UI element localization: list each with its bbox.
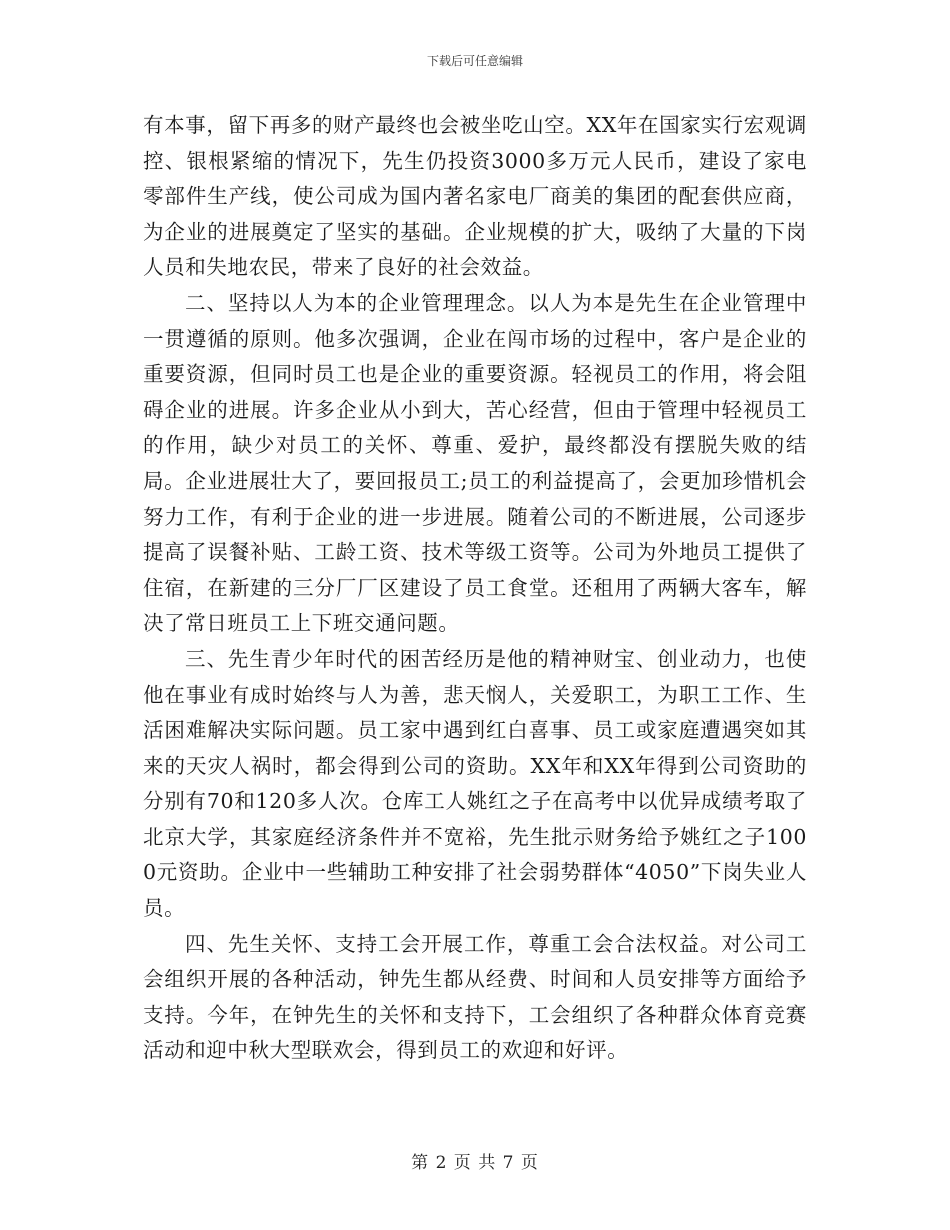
paragraph-union-support: 四、先生关怀、支持工会开展工作，尊重工会合法权益。对公司工会组织开展的各种活动，钟先生都从经费、时间和人员安排等方面给予支持。今年，在钟先生的关怀和支持下，工会组织了各种群众体育竞赛活动和迎中秋大型联欢会，得到员工的欢迎和好评。	[143, 931, 807, 1063]
paragraph-care-employees: 三、先生青少年时代的困苦经历是他的精神财宝、创业动力，也使他在事业有成时始终与人为善，悲天悯人，关爱职工，为职工工作、生活困难解决实际问题。员工家中遇到红白喜事、员工或家庭遭遇突如其来的天灾人祸时，都会得到公司的资助。XX年和XX年得到公司资助的分别有70和120多人次。仓库工人姚红之子在高考中以优异成绩考取了北京大学，其家庭经济条件并不宽裕，先生批示财务给予姚红之子1000元资助。企业中一些辅助工种安排了社会弱势群体“4050”下岗失业人员。	[143, 646, 807, 921]
page-number: 第 2 页 共 7 页	[411, 1153, 539, 1173]
paragraph-continued: 有本事，留下再多的财产最终也会被坐吃山空。XX年在国家实行宏观调控、银根紧缩的情况下，先生仍投资3000多万元人民币，建设了家电零部件生产线，使公司成为国内著名家电厂商美的集团的配套供应商，为企业的进展奠定了坚实的基础。企业规模的扩大，吸纳了大量的下岗人员和失地农民，带来了良好的社会效益。	[143, 113, 807, 280]
page-header: 下载后可任意编辑	[426, 54, 523, 68]
document-body	[143, 108, 807, 1069]
paragraph-people-oriented: 二、坚持以人为本的企业管理理念。以人为本是先生在企业管理中一贯遵循的原则。他多次强调，企业在闯市场的过程中，客户是企业的重要资源，但同时员工也是企业的重要资源。轻视员工的作用，将会阻碍企业的进展。许多企业从小到大，苦心经营，但由于管理中轻视员工的作用，缺少对员工的关怀、尊重、爱护，最终都没有摆脱失败的结局。企业进展壮大了，要回报员工;员工的利益提高了，会更加珍惜机会努力工作，有利于企业的进一步进展。随着公司的不断进展，公司逐步提高了误餐补贴、工龄工资、技术等级工资等。公司为外地员工提供了住宿，在新建的三分厂厂区建设了员工食堂。还租用了两辆大客车，解决了常日班员工上下班交通问题。	[143, 290, 807, 636]
